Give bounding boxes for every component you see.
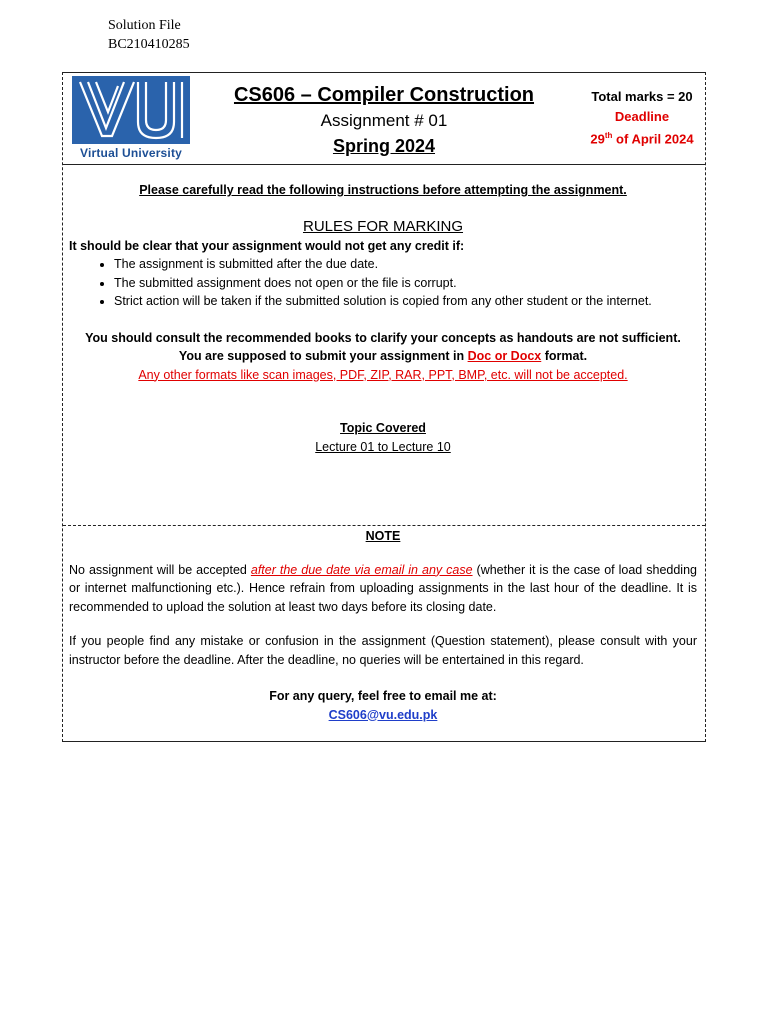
solution-file-label: Solution File — [108, 18, 181, 33]
rules-intro: It should be clear that your assignment would not get any credit if: — [69, 238, 465, 253]
deadline-label: Deadline — [614, 109, 670, 124]
note-section — [69, 527, 697, 724]
header-center — [213, 81, 555, 159]
note-p1-post: (whether it is the case of load shedding or internet malfunctioning etc.). Hence refrain from uploading assignments in the last hour of the deadline. It is recommended to upload the solution at least two days before its closing date. — [69, 562, 697, 614]
vu-logo-mark — [72, 76, 190, 144]
instructions-heading: Please carefully read the following instructions before attempting the assignment. — [139, 183, 627, 197]
format-requirement — [69, 347, 697, 366]
assignment-number: Assignment # 01 — [320, 111, 448, 130]
rules-title: RULES FOR MARKING — [302, 217, 464, 235]
note-heading: NOTE — [365, 529, 401, 543]
header-divider — [63, 164, 705, 165]
deadline-rest: of April 2024 — [612, 131, 694, 147]
email-link[interactable]: CS606@vu.edu.pk — [328, 707, 438, 722]
not-accepted-warning: Any other formats like scan images, PDF, ZIP, RAR, PPT, BMP, etc. will not be accepted. — [138, 367, 628, 382]
note-paragraph-2: If you people find any mistake or confusion in the assignment (Question statement), please consult with your instructor before the deadline. After the deadline, no queries will be entertained in this regard. — [69, 634, 697, 667]
topic-heading: Topic Covered — [340, 421, 426, 435]
note-p1-pre: No assignment will be accepted — [69, 562, 251, 577]
deadline-date — [573, 126, 711, 148]
rules-list — [69, 255, 697, 311]
student-id: BC210410285 — [108, 37, 190, 52]
list-item: • The submitted assignment does not open or the file is corrupt. — [114, 274, 697, 293]
header-right — [573, 87, 711, 148]
note-p1-emphasis: after the due date via email in any case — [250, 562, 473, 577]
vu-logo-caption: Virtual University — [79, 146, 183, 160]
note-paragraph-1 — [69, 561, 697, 617]
deadline-day: 29 — [590, 131, 605, 147]
email-line — [69, 706, 697, 725]
total-marks: Total marks = 20 — [591, 89, 693, 104]
format-doc-docx: Doc or Docx — [467, 349, 542, 363]
consult-books-text: You should consult the recommended books to clarify your concepts as handouts are not sufficient. — [85, 330, 681, 345]
deadline-suffix: th — [604, 131, 613, 140]
note-divider — [63, 525, 705, 526]
instructions-section — [69, 181, 697, 456]
course-title: CS606 – Compiler Construction — [233, 84, 535, 106]
term: Spring 2024 — [332, 136, 436, 156]
format-post: format. — [541, 349, 588, 363]
vu-logo — [72, 76, 190, 160]
document-header-note — [108, 16, 190, 54]
assignment-frame — [62, 72, 706, 742]
list-item: • The assignment is submitted after the due date. — [114, 255, 697, 274]
list-item: • Strict action will be taken if the submitted solution is copied from any other student or the internet. — [114, 292, 697, 311]
format-pre: You are supposed to submit your assignment in — [178, 349, 468, 363]
topic-range: Lecture 01 to Lecture 10 — [315, 439, 451, 454]
query-text: For any query, feel free to email me at: — [269, 689, 497, 703]
